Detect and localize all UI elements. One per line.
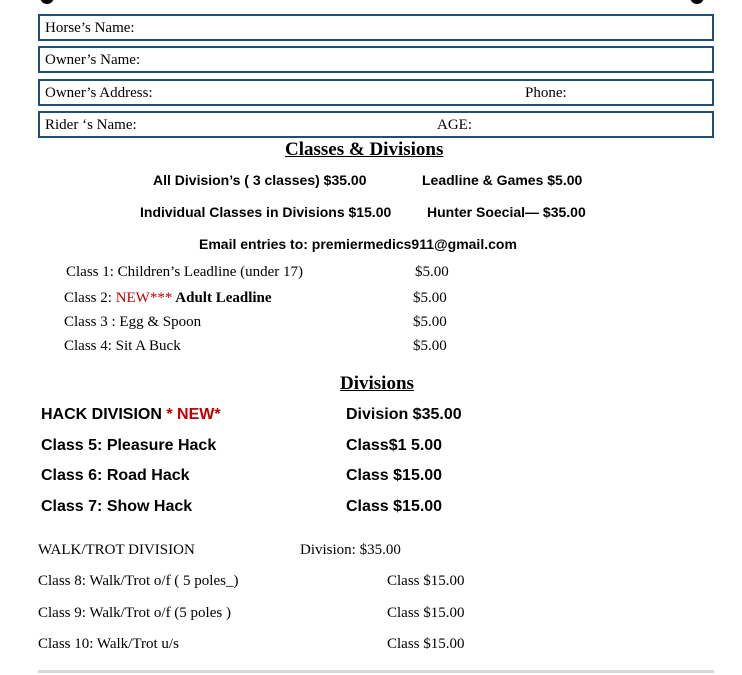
corner-mark-left bbox=[40, 0, 54, 4]
class-2-price: $5.00 bbox=[413, 290, 447, 306]
owner-address-label: Owner’s Address: bbox=[45, 85, 153, 101]
owner-name-label: Owner’s Name: bbox=[45, 52, 141, 68]
class-8-name: Class 8: Walk/Trot o/f ( 5 poles_) bbox=[38, 573, 239, 589]
fee-hunter-special: Hunter Soecial— $35.00 bbox=[427, 204, 586, 220]
class-7-price: Class $15.00 bbox=[346, 498, 443, 515]
class-3-price: $5.00 bbox=[413, 314, 447, 330]
email-entries: Email entries to: premiermedics911@gmail.com bbox=[199, 236, 517, 252]
class-4-price: $5.00 bbox=[413, 338, 447, 354]
hack-division-price: Division $35.00 bbox=[346, 406, 462, 423]
class-5-price: Class$1 5.00 bbox=[346, 437, 443, 454]
corner-mark-right bbox=[690, 0, 704, 4]
class-2-name bbox=[64, 290, 272, 307]
hack-division-title bbox=[41, 406, 221, 424]
horse-name-label: Horse’s Name: bbox=[45, 20, 135, 36]
fee-all-divisions: All Division’s ( 3 classes) $35.00 bbox=[153, 172, 367, 188]
class-8-price: Class $15.00 bbox=[387, 573, 465, 589]
rider-name-field[interactable] bbox=[38, 111, 714, 138]
class-2-prefix: Class 2: bbox=[64, 290, 116, 306]
class-1-name: Class 1: Children’s Leadline (under 17) bbox=[66, 264, 304, 280]
class-10-name: Class 10: Walk/Trot u/s bbox=[38, 636, 179, 652]
class-1-price: $5.00 bbox=[415, 264, 449, 280]
class-6-price: Class $15.00 bbox=[346, 467, 443, 484]
fee-individual-classes: Individual Classes in Divisions $15.00 bbox=[140, 204, 392, 220]
class-2-title: Adult Leadline bbox=[172, 290, 272, 306]
class-5-name: Class 5: Pleasure Hack bbox=[41, 437, 217, 454]
walk-trot-division-title: WALK/TROT DIVISION bbox=[38, 542, 195, 558]
class-9-price: Class $15.00 bbox=[387, 605, 465, 621]
age-label: AGE: bbox=[437, 117, 472, 133]
walk-trot-division-price: Division: $35.00 bbox=[300, 542, 401, 558]
class-10-price: Class $15.00 bbox=[387, 636, 465, 652]
fee-leadline-games: Leadline & Games $5.00 bbox=[422, 172, 583, 188]
class-6-name: Class 6: Road Hack bbox=[41, 467, 190, 484]
class-2-new-badge: NEW*** bbox=[115, 290, 173, 306]
cut-off-text-line bbox=[38, 670, 714, 673]
owner-name-field[interactable] bbox=[38, 46, 714, 73]
owner-address-field[interactable] bbox=[38, 79, 714, 106]
class-4-name: Class 4: Sit A Buck bbox=[64, 338, 181, 354]
class-7-name: Class 7: Show Hack bbox=[41, 498, 193, 515]
hack-division-name: HACK DIVISION bbox=[41, 406, 162, 423]
phone-label: Phone: bbox=[525, 85, 567, 101]
class-9-name: Class 9: Walk/Trot o/f (5 poles ) bbox=[38, 605, 231, 621]
rider-name-label: Rider ‘s Name: bbox=[45, 117, 137, 133]
horse-name-field[interactable] bbox=[38, 14, 714, 41]
divisions-heading: Divisions bbox=[340, 373, 414, 394]
class-3-name: Class 3 : Egg & Spoon bbox=[64, 314, 202, 330]
hack-division-new-badge: * NEW* bbox=[161, 406, 221, 423]
classes-divisions-heading: Classes & Divisions bbox=[285, 139, 444, 160]
